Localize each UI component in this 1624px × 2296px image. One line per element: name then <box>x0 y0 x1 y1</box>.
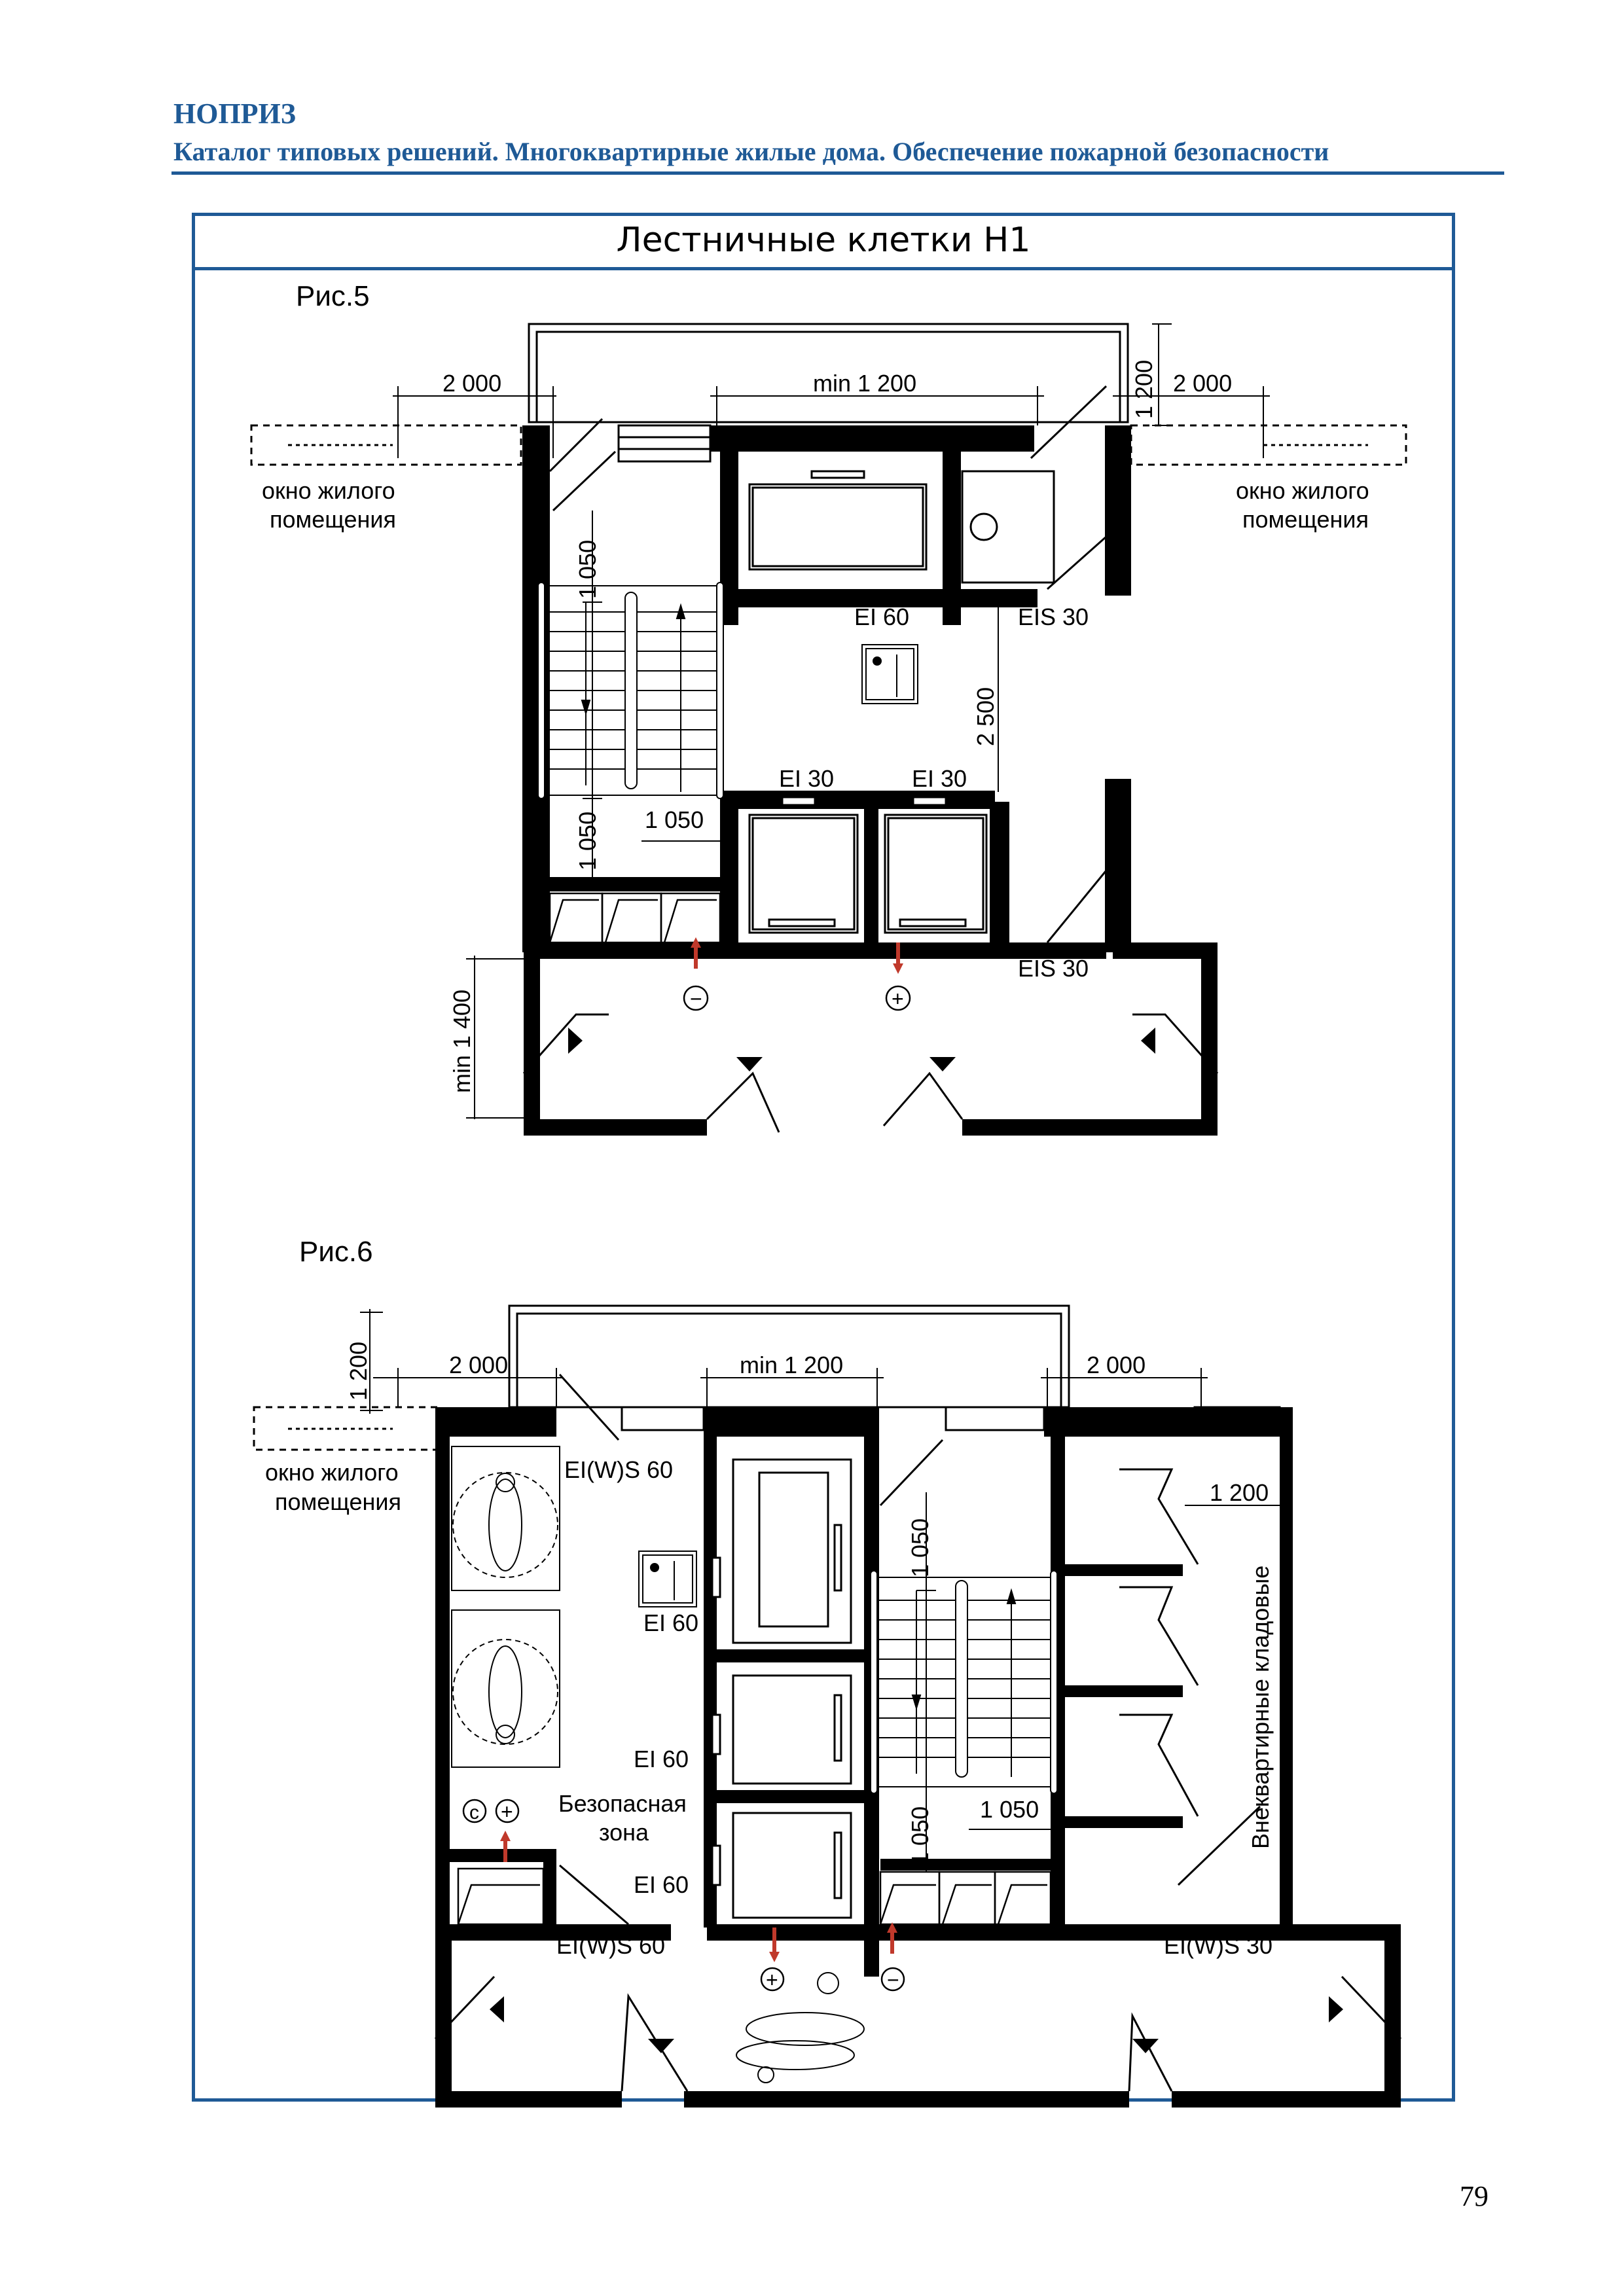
fig6-storage-label: Внеквартирные кладовые <box>1247 1565 1274 1849</box>
fig5-dim-stair-width: min 1 200 <box>813 370 917 397</box>
fig5-dim-offset: 1 200 <box>1130 359 1157 419</box>
fig5-dim-window-right: 2 000 <box>1173 370 1233 397</box>
fig6-eiws60-bottom-label: EI(W)S 60 <box>556 1932 666 1959</box>
fig6-safe-zone-line1: Безопасная <box>558 1790 687 1817</box>
fig5-plus-sign: + <box>892 987 904 1011</box>
fig6-stair <box>871 1571 1057 1793</box>
org-name: НОПРИЗ <box>173 98 296 130</box>
page-number: 79 <box>1460 2180 1489 2212</box>
fig5-window-right-line2: помещения <box>1242 506 1369 533</box>
fig5-eis30-bottom-label: EIS 30 <box>1018 955 1089 982</box>
fig6-label: Рис.6 <box>299 1236 373 1268</box>
fig6-window-line1: окно жилого <box>265 1459 399 1486</box>
fig6-dim-stair-width: min 1 200 <box>740 1352 844 1378</box>
catalog-subtitle: Каталог типовых решений. Многоквартирные жилые дома. Обеспечение пожарной безопасности <box>173 137 1329 166</box>
fig5-ei30-a-label: EI 30 <box>779 765 835 792</box>
fig6-eiws60-top-label: EI(W)S 60 <box>564 1456 674 1483</box>
fig6-dim-landing-bottom: 1 050 <box>907 1806 933 1865</box>
fig5-window-right-line1: окно жилого <box>1236 477 1369 504</box>
fig6-ei60-a-label: EI 60 <box>643 1609 699 1636</box>
fig5-fire-elevator-sign <box>862 645 918 704</box>
fig5-ei30-b-label: EI 30 <box>912 765 967 792</box>
fig5-stair <box>538 583 723 798</box>
fig5-dim-window-left: 2 000 <box>442 370 502 397</box>
fig6-dim-offset: 1 200 <box>345 1341 372 1401</box>
fig6-c-sign: c <box>469 1802 479 1823</box>
fig6-ei60-c-label: EI 60 <box>634 1871 689 1898</box>
fig5-dim-landing-bottom: 1 050 <box>574 811 601 870</box>
fig5-storage <box>550 893 720 942</box>
fig5-window-left-line2: помещения <box>270 506 397 533</box>
fig5-label: Рис.5 <box>296 280 370 312</box>
fig5-dim-corridor-width: min 1 400 <box>448 989 475 1093</box>
fig6-dim-landing-side: 1 050 <box>980 1796 1039 1823</box>
fig6-eiws30-label: EI(W)S 30 <box>1164 1932 1273 1959</box>
fig6-plus-sign-safe: + <box>501 1800 513 1823</box>
fig6-minus-sign: − <box>887 1968 899 1992</box>
fig6-safe-zone-wheelchairs <box>452 1446 560 1767</box>
fig6-ei60-b-label: EI 60 <box>634 1746 689 1772</box>
fig5-dim-hall-depth: 2 500 <box>972 687 999 746</box>
fig5-ei60-label: EI 60 <box>854 603 910 630</box>
fig5-dim-landing-side: 1 050 <box>645 806 704 833</box>
fig6-dim-storage-width: 1 200 <box>1210 1479 1269 1506</box>
fig6-safe-zone-line2: зона <box>599 1819 649 1846</box>
fig5-eis30-top-label: EIS 30 <box>1018 603 1089 630</box>
fig5-plan <box>251 324 1406 1136</box>
fig6-elevators <box>712 1460 851 1918</box>
fig6-dim-window-left: 2 000 <box>449 1352 509 1378</box>
fig6-fire-elevator-sign <box>639 1551 696 1607</box>
panel-title: Лестничные клетки Н1 <box>616 221 1031 260</box>
fig6-dim-landing-top: 1 050 <box>907 1518 933 1577</box>
fig6-plan <box>254 1306 1401 2108</box>
fig6-plus-sign: + <box>766 1968 778 1992</box>
fig6-direction-arrows <box>490 1996 1343 2053</box>
fig5-window-left-line1: окно жилого <box>262 477 395 504</box>
fig6-window-line2: помещения <box>275 1488 402 1515</box>
fig6-dim-window-right: 2 000 <box>1087 1352 1146 1378</box>
fig5-dim-landing-top: 1 050 <box>574 539 601 599</box>
fig5-direction-arrows <box>568 1028 1155 1071</box>
fig6-corridor-people <box>736 1973 864 2083</box>
fig5-minus-sign: − <box>690 987 702 1011</box>
